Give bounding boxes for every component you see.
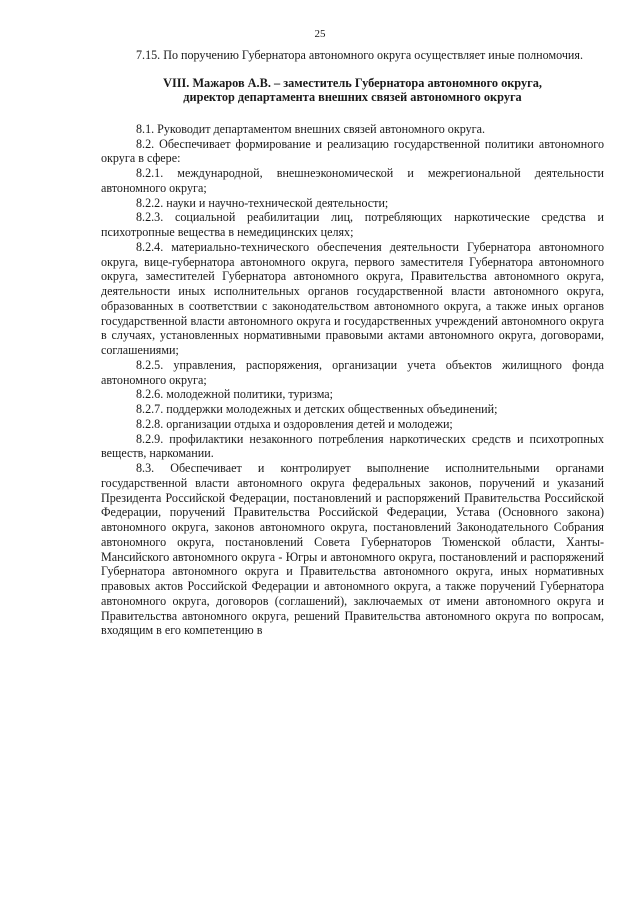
paragraph-8-2-1: 8.2.1. международной, внешнеэкономической и межрегиональной деятельности автономного округа; [101, 166, 604, 195]
paragraph-8-2-6: 8.2.6. молодежной политики, туризма; [136, 387, 334, 402]
page-number: 25 [314, 28, 326, 40]
intro-paragraph: 7.15. По поручению Губернатора автономного округа осуществляет иные полномочия. [136, 48, 583, 62]
paragraph-8-2-4: 8.2.4. материально-технического обеспечения деятельности Губернатора автономного округа, вице-губернатора автономного округа, первого заместителя Губернатора автономного округа, заместителей Губернатора автономного округа, Правительства автономного округа, деятельности иных исполнительных органов государственной власти автономного округа, образованных в соответствии с законодательством автономного округа, а также иных органов государственной власти автономного округа и государственных учреждений автономного округа в случаях, установленных нормативными правовыми актами автономного округа, договорами, соглашениями; [101, 239, 604, 358]
section-title-line-2: директор департамента внешних связей автономного округа [183, 90, 522, 105]
paragraph-8-2: 8.2. Обеспечивает формирование и реализацию государственной политики автономного округа в сфере: [101, 136, 604, 166]
paragraph-8-2-3: 8.2.3. социальной реабилитации лиц, потребляющих наркотические средства и психотропные вещества в немедицинских целях; [101, 210, 604, 240]
document-body [101, 48, 604, 638]
paragraph-8-2-5: 8.2.5. управления, распоряжения, организации учета объектов жилищного фонда автономного округа; [101, 357, 604, 387]
paragraph-8-2-7: 8.2.7. поддержки молодежных и детских общественных объединений; [136, 402, 498, 417]
paragraph-8-1: 8.1. Руководит департаментом внешних связей автономного округа. [136, 121, 486, 136]
section-title-line-1: VIII. Мажаров А.В. – заместитель Губернатора автономного округа, [163, 75, 542, 90]
paragraph-8-2-2: 8.2.2. науки и научно-технической деятельности; [136, 195, 389, 210]
paragraph-8-2-9: 8.2.9. профилактики незаконного потребления наркотических средств и психотропных веществ, наркомании. [101, 431, 604, 461]
paragraph-8-2-8: 8.2.8. организации отдыха и оздоровления детей и молодежи; [136, 416, 453, 431]
section-title [101, 76, 604, 105]
paragraph-8-3: 8.3. Обеспечивает и контролирует выполнение исполнительными органами государственной власти автономного округа федеральных законов, поручений и указаний Президента Российской Федерации, постановлений и распоряжений Правительства Российской Федерации, поручений Правительства Российской Федерации, Устава (Основного закона) автономного округа, законов автономного округа, постановлений Законодательного Собрания автономного округа, постановлений Совета Губернаторов Тюменской области, Ханты-Мансийского автономного округа - Югры и автономного округа, постановлений и распоряжений Губернатора автономного округа и Правительства автономного округа, иных нормативных правовых актов Российской Федерации и автономного округа, а также поручений Губернатора автономного округа, договоров (соглашений), заключаемых от имени автономного округа и Правительства автономного округа, решений Правительства автономного округа по вопросам, входящим в его компетенцию в [101, 461, 604, 638]
